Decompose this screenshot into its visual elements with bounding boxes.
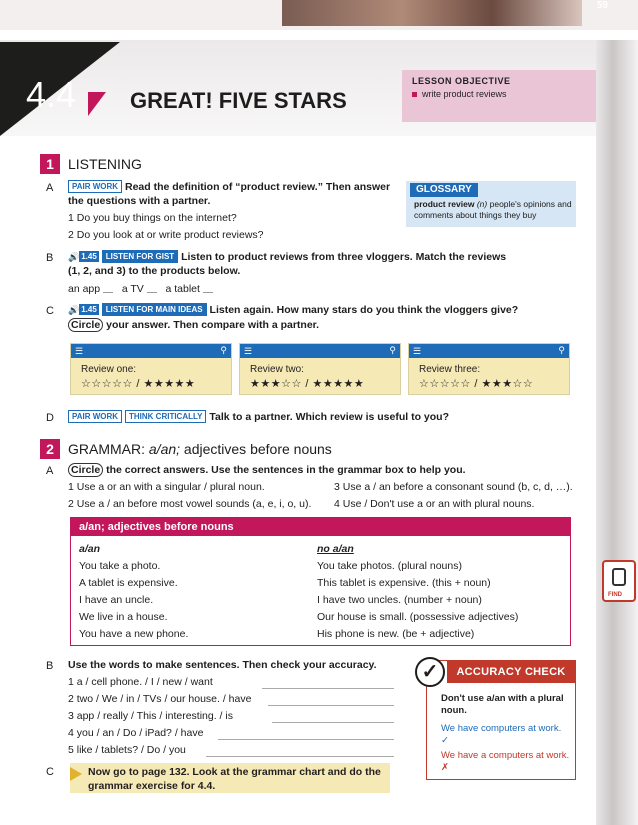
glossary-box: [406, 181, 576, 227]
example-sentence: His phone is new. (be + adjective): [317, 628, 475, 640]
example-sentence: Our house is small. (possessive adjectives): [317, 611, 519, 623]
example-sentence: A tablet is expensive.: [79, 577, 178, 589]
instruction-a: [68, 180, 390, 194]
answer-blank[interactable]: [103, 292, 113, 293]
section-number: 1: [40, 154, 60, 174]
instruction-text: the questions with a partner.: [68, 195, 211, 207]
audio-track[interactable]: 1.45: [81, 252, 97, 261]
exercise-item: 4 you / an / Do / iPad? / have: [68, 727, 204, 739]
checkmark-icon: ✓: [415, 657, 445, 687]
column-head: a/an: [79, 543, 101, 555]
grammar-box: [70, 517, 571, 646]
review-card: [408, 343, 570, 395]
note-text: Now go to page 132. Look at the grammar chart and do the grammar exercise for 4.4.: [88, 766, 381, 792]
lesson-objective: [402, 70, 596, 122]
listen-for-main-ideas-tag: LISTEN FOR MAIN IDEAS: [102, 303, 207, 316]
option-tablet: a tablet: [165, 283, 200, 295]
answer-line[interactable]: [206, 756, 394, 757]
bullet-icon: [412, 92, 417, 97]
grammar-rule[interactable]: 3 Use a / an before a consonant sound (b, c, d, …).: [334, 481, 573, 493]
review-toolbar: [409, 344, 569, 358]
exercise-item: 2 two / We / in / TVs / our house. / have: [68, 693, 252, 705]
objective-text: write product reviews: [422, 89, 507, 99]
glossary-pos: (n): [476, 199, 488, 209]
glossary-heading: GLOSSARY: [410, 183, 478, 197]
review-label: Review three:: [419, 364, 481, 375]
example-sentence: You take a photo.: [79, 560, 161, 572]
section-title: [68, 441, 332, 457]
example-sentence: This tablet is expensive. (this + noun): [317, 577, 491, 589]
exercise-item: 1 a / cell phone. / I / new / want: [68, 676, 213, 688]
menu-icon: ☰: [413, 346, 422, 356]
review-label: Review two:: [250, 364, 304, 375]
example-sentence: I have an uncle.: [79, 594, 154, 606]
option-app: an app: [68, 283, 101, 295]
product-options: [68, 282, 213, 296]
review-stars[interactable]: ☆☆☆☆☆ / ★★★☆☆: [419, 378, 534, 390]
answer-line[interactable]: [218, 739, 394, 740]
item-letter: C: [46, 766, 54, 778]
menu-icon: ☰: [244, 346, 253, 356]
item-letter: C: [46, 305, 54, 317]
accuracy-correct: We have computers at work. ✓: [441, 723, 562, 746]
instruction-text: Use the words to make sentences. Then check your accuracy.: [68, 659, 377, 671]
instruction-text: (1, 2, and 3) to the products below.: [68, 265, 241, 277]
item-letter: D: [46, 412, 54, 424]
example-sentence: You have a new phone.: [79, 628, 189, 640]
circle-word: Circle: [68, 463, 103, 477]
glossary-def: people's opinions and comments about things they buy: [414, 199, 572, 220]
instruction-d: [68, 410, 449, 424]
section-title: LISTENING: [68, 156, 142, 172]
glossary-definition: [414, 199, 574, 221]
page-number: 59: [596, 0, 608, 11]
cart-icon: ⚲: [558, 345, 565, 355]
instruction-text: the correct answers. Use the sentences in the grammar box to help you.: [106, 464, 466, 476]
arrow-icon: [70, 767, 82, 781]
option-tv: a TV: [121, 283, 144, 295]
audio-track[interactable]: 1.45: [81, 305, 97, 314]
example-sentence: We live in a house.: [79, 611, 168, 623]
item-letter: B: [46, 660, 54, 672]
question: 2 Do you look at or write product reviews?: [68, 229, 264, 241]
accuracy-wrong: We have a computers at work. ✗: [441, 750, 570, 773]
cart-icon: ⚲: [389, 345, 396, 355]
section-title-italic: a/an;: [148, 441, 181, 457]
glossary-term: product review: [414, 199, 475, 209]
audio-icon[interactable]: 🔊: [68, 305, 80, 315]
review-stars[interactable]: ★★★☆☆ / ★★★★★: [250, 378, 365, 390]
instruction-grammar-a: [68, 463, 466, 477]
phone-icon: [612, 568, 626, 586]
page-spine: [596, 40, 638, 825]
pair-work-tag: PAIR WORK: [68, 410, 122, 423]
instruction-text: Read the definition of “product review.” Then answer: [125, 181, 391, 193]
cart-icon: ⚲: [220, 345, 227, 355]
listen-for-gist-tag: LISTEN FOR GIST: [102, 250, 178, 263]
item-letter: A: [46, 182, 54, 194]
example-sentence: You take photos. (plural nouns): [317, 560, 462, 572]
review-card: [70, 343, 232, 395]
grammar-rule[interactable]: 2 Use a / an before most vowel sounds (a, e, i, o, u).: [68, 498, 312, 510]
objective-text-row: [412, 89, 586, 99]
item-letter: B: [46, 252, 54, 264]
section-number: 2: [40, 439, 60, 459]
grammar-rule[interactable]: 1 Use a or an with a singular / plural noun.: [68, 481, 265, 493]
accent-triangle: [88, 92, 106, 116]
answer-blank[interactable]: [203, 292, 213, 293]
question: 1 Do you buy things on the internet?: [68, 212, 237, 224]
accuracy-heading: ACCURACY CHECK: [447, 661, 575, 683]
section-title-rest: adjectives before nouns: [183, 441, 332, 457]
objective-heading: LESSON OBJECTIVE: [412, 76, 511, 86]
review-toolbar: [240, 344, 400, 358]
find-tab-label: FIND: [608, 592, 622, 598]
instruction-text: your answer. Then compare with a partner.: [106, 319, 320, 331]
review-stars[interactable]: ☆☆☆☆☆ / ★★★★★: [81, 378, 196, 390]
exercise-item: 5 like / tablets? / Do / you: [68, 744, 186, 756]
instruction-text: Talk to a partner. Which review is useful to you?: [209, 411, 450, 423]
answer-blank[interactable]: [147, 292, 157, 293]
circle-word: Circle: [68, 318, 103, 332]
lesson-number: 4.4: [26, 74, 77, 115]
audio-icon[interactable]: 🔊: [68, 252, 80, 262]
instruction-text: Listen to product reviews from three vloggers. Match the reviews: [181, 251, 507, 263]
answer-line[interactable]: [272, 722, 394, 723]
instruction-b: [68, 250, 506, 264]
review-label: Review one:: [81, 364, 137, 375]
think-critically-tag: THINK CRITICALLY: [125, 410, 206, 423]
instruction-text-2: [68, 318, 319, 332]
answer-line[interactable]: [262, 688, 394, 689]
lesson-title: GREAT! FIVE STARS: [130, 88, 347, 113]
instruction-c: [68, 303, 518, 317]
exercise-item: 3 app / really / This / interesting. / is: [68, 710, 233, 722]
example-sentence: I have two uncles. (number + noun): [317, 594, 482, 606]
accuracy-rule: Don't use a/an with a plural noun.: [441, 693, 564, 716]
photo-image: [282, 0, 582, 26]
instruction-text: Listen again. How many stars do you think the vloggers give?: [209, 304, 519, 316]
review-card: [239, 343, 401, 395]
grammar-box-heading: a/an; adjectives before nouns: [71, 518, 570, 536]
pair-work-tag: PAIR WORK: [68, 180, 122, 193]
grammar-rule[interactable]: 4 Use / Don't use a or an with plural nouns.: [334, 498, 535, 510]
item-letter: A: [46, 465, 54, 477]
accuracy-check-box: [421, 660, 576, 780]
find-tab[interactable]: [602, 560, 636, 602]
section-title-text: GRAMMAR:: [68, 441, 145, 457]
header-photo: [0, 0, 638, 30]
grammar-note: [70, 763, 390, 793]
review-toolbar: [71, 344, 231, 358]
answer-line[interactable]: [268, 705, 394, 706]
column-head: no a/an: [317, 543, 354, 555]
menu-icon: ☰: [75, 346, 84, 356]
